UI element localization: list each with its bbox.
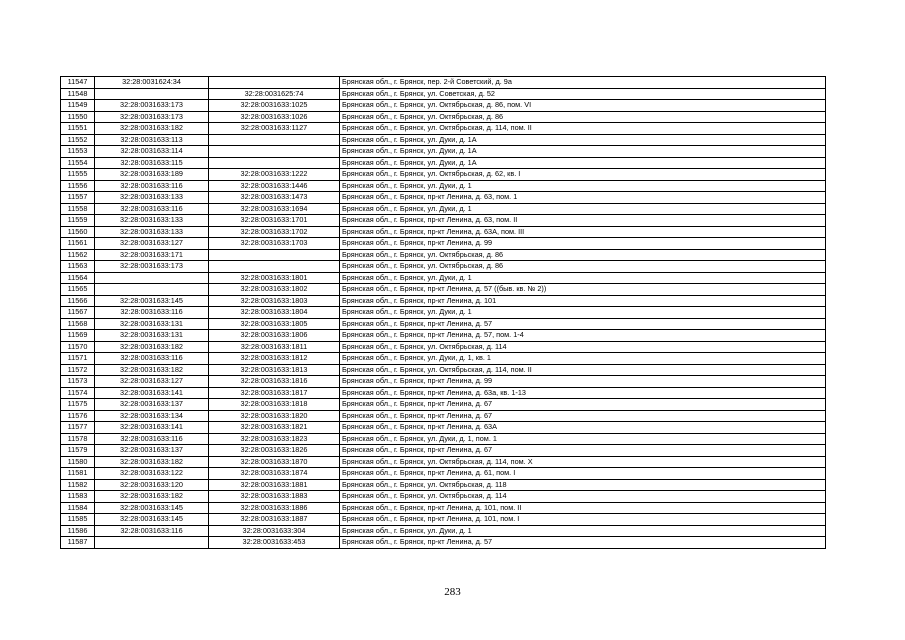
table-row [61, 491, 826, 503]
address-cell: Брянская обл., г. Брянск, пр-кт Ленина, д. 63А, пом. III [340, 226, 826, 238]
cadastral-number-cell: 32:28:0031633:1801 [209, 272, 340, 284]
row-number-cell: 11565 [61, 284, 95, 296]
row-number-cell: 11555 [61, 169, 95, 181]
cadastral-number-cell: 32:28:0031633:1701 [209, 215, 340, 227]
table-row [61, 445, 826, 457]
parent-cadastral-cell: 32:28:0031633:116 [95, 353, 209, 365]
row-number-cell: 11579 [61, 445, 95, 457]
row-number-cell: 11563 [61, 261, 95, 273]
cadastral-number-cell: 32:28:0031633:1473 [209, 192, 340, 204]
parent-cadastral-cell [95, 284, 209, 296]
table-row [61, 456, 826, 468]
table-body [61, 77, 826, 549]
cadastral-number-cell: 32:28:0031633:1025 [209, 100, 340, 112]
row-number-cell: 11559 [61, 215, 95, 227]
table-row [61, 295, 826, 307]
parent-cadastral-cell: 32:28:0031633:127 [95, 376, 209, 388]
parent-cadastral-cell: 32:28:0031633:116 [95, 307, 209, 319]
table-row [61, 215, 826, 227]
cadastral-number-cell [209, 146, 340, 158]
address-cell: Брянская обл., г. Брянск, пер. 2-й Советский, д. 9а [340, 77, 826, 89]
row-number-cell: 11562 [61, 249, 95, 261]
cadastral-number-cell: 32:28:0031625:74 [209, 88, 340, 100]
parent-cadastral-cell: 32:28:0031633:145 [95, 295, 209, 307]
table-row [61, 226, 826, 238]
address-cell: Брянская обл., г. Брянск, ул. Дуки, д. 1 [340, 307, 826, 319]
table-row [61, 410, 826, 422]
parent-cadastral-cell: 32:28:0031633:141 [95, 422, 209, 434]
row-number-cell: 11577 [61, 422, 95, 434]
address-cell: Брянская обл., г. Брянск, пр-кт Ленина, д. 67 [340, 445, 826, 457]
parent-cadastral-cell [95, 272, 209, 284]
row-number-cell: 11569 [61, 330, 95, 342]
cadastral-number-cell: 32:28:0031633:1812 [209, 353, 340, 365]
cadastral-number-cell: 32:28:0031633:1826 [209, 445, 340, 457]
parent-cadastral-cell: 32:28:0031624:34 [95, 77, 209, 89]
cadastral-number-cell: 32:28:0031633:1823 [209, 433, 340, 445]
address-cell: Брянская обл., г. Брянск, ул. Дуки, д. 1А [340, 146, 826, 158]
parent-cadastral-cell: 32:28:0031633:182 [95, 341, 209, 353]
table-row [61, 180, 826, 192]
parent-cadastral-cell: 32:28:0031633:133 [95, 192, 209, 204]
table-row [61, 376, 826, 388]
parent-cadastral-cell [95, 88, 209, 100]
address-cell: Брянская обл., г. Брянск, пр-кт Ленина, д. 57 [340, 537, 826, 549]
address-cell: Брянская обл., г. Брянск, пр-кт Ленина, д. 101, пом. I [340, 514, 826, 526]
cadastral-number-cell: 32:28:0031633:1874 [209, 468, 340, 480]
parent-cadastral-cell: 32:28:0031633:116 [95, 180, 209, 192]
cadastral-number-cell: 32:28:0031633:1802 [209, 284, 340, 296]
cadastral-number-cell: 32:28:0031633:1694 [209, 203, 340, 215]
address-cell: Брянская обл., г. Брянск, ул. Дуки, д. 1 [340, 180, 826, 192]
row-number-cell: 11578 [61, 433, 95, 445]
cadastral-number-cell [209, 249, 340, 261]
table-row [61, 387, 826, 399]
parent-cadastral-cell: 32:28:0031633:113 [95, 134, 209, 146]
cadastral-number-cell: 32:28:0031633:1805 [209, 318, 340, 330]
cadastral-number-cell: 32:28:0031633:1886 [209, 502, 340, 514]
address-cell: Брянская обл., г. Брянск, ул. Дуки, д. 1 [340, 272, 826, 284]
parent-cadastral-cell: 32:28:0031633:116 [95, 203, 209, 215]
parent-cadastral-cell: 32:28:0031633:145 [95, 502, 209, 514]
row-number-cell: 11581 [61, 468, 95, 480]
row-number-cell: 11552 [61, 134, 95, 146]
table-row [61, 318, 826, 330]
row-number-cell: 11547 [61, 77, 95, 89]
cadastral-number-cell: 32:28:0031633:1881 [209, 479, 340, 491]
parent-cadastral-cell: 32:28:0031633:173 [95, 100, 209, 112]
cadastral-number-cell: 32:28:0031633:1870 [209, 456, 340, 468]
address-cell: Брянская обл., г. Брянск, ул. Октябрьская, д. 114, пом. X [340, 456, 826, 468]
address-cell: Брянская обл., г. Брянск, пр-кт Ленина, д. 101 [340, 295, 826, 307]
address-cell: Брянская обл., г. Брянск, пр-кт Ленина, д. 57 [340, 318, 826, 330]
address-cell: Брянская обл., г. Брянск, ул. Дуки, д. 1 [340, 525, 826, 537]
address-cell: Брянская обл., г. Брянск, пр-кт Ленина, д. 67 [340, 399, 826, 411]
cadastral-number-cell: 32:28:0031633:1817 [209, 387, 340, 399]
row-number-cell: 11580 [61, 456, 95, 468]
table-row [61, 525, 826, 537]
address-cell: Брянская обл., г. Брянск, пр-кт Ленина, д. 101, пом. II [340, 502, 826, 514]
table-row [61, 238, 826, 250]
address-cell: Брянская обл., г. Брянск, пр-кт Ленина, д. 99 [340, 238, 826, 250]
address-cell: Брянская обл., г. Брянск, пр-кт Ленина, д. 61, пом. I [340, 468, 826, 480]
address-cell: Брянская обл., г. Брянск, ул. Дуки, д. 1, пом. 1 [340, 433, 826, 445]
table-row [61, 514, 826, 526]
table-row [61, 88, 826, 100]
row-number-cell: 11558 [61, 203, 95, 215]
address-cell: Брянская обл., г. Брянск, ул. Октябрьская, д. 118 [340, 479, 826, 491]
parent-cadastral-cell: 32:28:0031633:115 [95, 157, 209, 169]
row-number-cell: 11554 [61, 157, 95, 169]
table-row [61, 249, 826, 261]
cadastral-number-cell: 32:28:0031633:1222 [209, 169, 340, 181]
parent-cadastral-cell: 32:28:0031633:133 [95, 226, 209, 238]
table-row [61, 100, 826, 112]
parent-cadastral-cell: 32:28:0031633:141 [95, 387, 209, 399]
row-number-cell: 11585 [61, 514, 95, 526]
row-number-cell: 11573 [61, 376, 95, 388]
address-cell: Брянская обл., г. Брянск, ул. Октябрьская, д. 62, кв. I [340, 169, 826, 181]
row-number-cell: 11587 [61, 537, 95, 549]
parent-cadastral-cell: 32:28:0031633:171 [95, 249, 209, 261]
address-cell: Брянская обл., г. Брянск, пр-кт Ленина, д. 63, пом. 1 [340, 192, 826, 204]
cadastral-number-cell: 32:28:0031633:1127 [209, 123, 340, 135]
cadastral-number-cell: 32:28:0031633:1804 [209, 307, 340, 319]
cadastral-number-cell: 32:28:0031633:1821 [209, 422, 340, 434]
parent-cadastral-cell: 32:28:0031633:137 [95, 399, 209, 411]
address-cell: Брянская обл., г. Брянск, пр-кт Ленина, д. 63А [340, 422, 826, 434]
row-number-cell: 11564 [61, 272, 95, 284]
table-row [61, 192, 826, 204]
address-cell: Брянская обл., г. Брянск, ул. Октябрьская, д. 114 [340, 341, 826, 353]
table-row [61, 169, 826, 181]
row-number-cell: 11586 [61, 525, 95, 537]
address-cell: Брянская обл., г. Брянск, ул. Дуки, д. 1, кв. 1 [340, 353, 826, 365]
address-cell: Брянская обл., г. Брянск, ул. Дуки, д. 1А [340, 157, 826, 169]
row-number-cell: 11584 [61, 502, 95, 514]
row-number-cell: 11568 [61, 318, 95, 330]
table-row [61, 146, 826, 158]
row-number-cell: 11583 [61, 491, 95, 503]
row-number-cell: 11576 [61, 410, 95, 422]
address-cell: Брянская обл., г. Брянск, ул. Октябрьская, д. 86 [340, 111, 826, 123]
parent-cadastral-cell: 32:28:0031633:173 [95, 111, 209, 123]
cadastral-number-cell [209, 77, 340, 89]
address-cell: Брянская обл., г. Брянск, ул. Октябрьская, д. 86 [340, 249, 826, 261]
address-cell: Брянская обл., г. Брянск, пр-кт Ленина, д. 63а, кв. 1-13 [340, 387, 826, 399]
cadastral-number-cell: 32:28:0031633:1887 [209, 514, 340, 526]
table-row [61, 502, 826, 514]
row-number-cell: 11567 [61, 307, 95, 319]
table-row [61, 537, 826, 549]
cadastral-number-cell [209, 134, 340, 146]
row-number-cell: 11582 [61, 479, 95, 491]
address-cell: Брянская обл., г. Брянск, ул. Октябрьская, д. 114, пом. II [340, 364, 826, 376]
parent-cadastral-cell: 32:28:0031633:145 [95, 514, 209, 526]
address-cell: Брянская обл., г. Брянск, ул. Октябрьская, д. 114, пом. II [340, 123, 826, 135]
table-row [61, 134, 826, 146]
parent-cadastral-cell: 32:28:0031633:114 [95, 146, 209, 158]
address-cell: Брянская обл., г. Брянск, ул. Октябрьская, д. 86 [340, 261, 826, 273]
row-number-cell: 11560 [61, 226, 95, 238]
table-row [61, 433, 826, 445]
table-row [61, 284, 826, 296]
parent-cadastral-cell: 32:28:0031633:131 [95, 330, 209, 342]
parent-cadastral-cell: 32:28:0031633:189 [95, 169, 209, 181]
row-number-cell: 11557 [61, 192, 95, 204]
cadastral-number-cell: 32:28:0031633:1811 [209, 341, 340, 353]
parent-cadastral-cell: 32:28:0031633:182 [95, 364, 209, 376]
parent-cadastral-cell: 32:28:0031633:182 [95, 456, 209, 468]
parent-cadastral-cell: 32:28:0031633:173 [95, 261, 209, 273]
cadastral-number-cell: 32:28:0031633:304 [209, 525, 340, 537]
table-row [61, 123, 826, 135]
row-number-cell: 11572 [61, 364, 95, 376]
cadastral-number-cell: 32:28:0031633:1026 [209, 111, 340, 123]
cadastral-table [60, 76, 826, 549]
row-number-cell: 11556 [61, 180, 95, 192]
table-row [61, 203, 826, 215]
parent-cadastral-cell: 32:28:0031633:133 [95, 215, 209, 227]
row-number-cell: 11574 [61, 387, 95, 399]
cadastral-number-cell: 32:28:0031633:1702 [209, 226, 340, 238]
cadastral-number-cell: 32:28:0031633:1883 [209, 491, 340, 503]
row-number-cell: 11566 [61, 295, 95, 307]
address-cell: Брянская обл., г. Брянск, пр-кт Ленина, д. 99 [340, 376, 826, 388]
cadastral-number-cell: 32:28:0031633:1813 [209, 364, 340, 376]
page-number: 283 [444, 586, 461, 598]
row-number-cell: 11575 [61, 399, 95, 411]
parent-cadastral-cell: 32:28:0031633:120 [95, 479, 209, 491]
address-cell: Брянская обл., г. Брянск, пр-кт Ленина, д. 57, пом. 1-4 [340, 330, 826, 342]
table-row [61, 307, 826, 319]
row-number-cell: 11548 [61, 88, 95, 100]
table-row [61, 272, 826, 284]
parent-cadastral-cell: 32:28:0031633:116 [95, 433, 209, 445]
table-row [61, 479, 826, 491]
row-number-cell: 11571 [61, 353, 95, 365]
row-number-cell: 11570 [61, 341, 95, 353]
table-row [61, 468, 826, 480]
parent-cadastral-cell: 32:28:0031633:134 [95, 410, 209, 422]
table-row [61, 111, 826, 123]
table-row [61, 353, 826, 365]
parent-cadastral-cell: 32:28:0031633:116 [95, 525, 209, 537]
table-row [61, 330, 826, 342]
cadastral-number-cell: 32:28:0031633:1820 [209, 410, 340, 422]
parent-cadastral-cell: 32:28:0031633:182 [95, 123, 209, 135]
cadastral-number-cell: 32:28:0031633:1806 [209, 330, 340, 342]
address-cell: Брянская обл., г. Брянск, ул. Советская, д. 52 [340, 88, 826, 100]
row-number-cell: 11550 [61, 111, 95, 123]
parent-cadastral-cell: 32:28:0031633:122 [95, 468, 209, 480]
table-row [61, 157, 826, 169]
address-cell: Брянская обл., г. Брянск, ул. Дуки, д. 1 [340, 203, 826, 215]
address-cell: Брянская обл., г. Брянск, пр-кт Ленина, д. 63, пом. II [340, 215, 826, 227]
table-row [61, 422, 826, 434]
address-cell: Брянская обл., г. Брянск, пр-кт Ленина, д. 57 ((быв. кв. № 2)) [340, 284, 826, 296]
parent-cadastral-cell: 32:28:0031633:131 [95, 318, 209, 330]
cadastral-number-cell [209, 261, 340, 273]
row-number-cell: 11551 [61, 123, 95, 135]
parent-cadastral-cell: 32:28:0031633:137 [95, 445, 209, 457]
table-row [61, 399, 826, 411]
table-row [61, 261, 826, 273]
cadastral-number-cell: 32:28:0031633:1803 [209, 295, 340, 307]
row-number-cell: 11561 [61, 238, 95, 250]
row-number-cell: 11553 [61, 146, 95, 158]
cadastral-number-cell: 32:28:0031633:1816 [209, 376, 340, 388]
cadastral-number-cell [209, 157, 340, 169]
parent-cadastral-cell: 32:28:0031633:182 [95, 491, 209, 503]
address-cell: Брянская обл., г. Брянск, пр-кт Ленина, д. 67 [340, 410, 826, 422]
parent-cadastral-cell: 32:28:0031633:127 [95, 238, 209, 250]
cadastral-number-cell: 32:28:0031633:1818 [209, 399, 340, 411]
address-cell: Брянская обл., г. Брянск, ул. Октябрьская, д. 86, пом. VI [340, 100, 826, 112]
table-row [61, 341, 826, 353]
parent-cadastral-cell [95, 537, 209, 549]
cadastral-number-cell: 32:28:0031633:453 [209, 537, 340, 549]
address-cell: Брянская обл., г. Брянск, ул. Дуки, д. 1А [340, 134, 826, 146]
cadastral-number-cell: 32:28:0031633:1446 [209, 180, 340, 192]
address-cell: Брянская обл., г. Брянск, ул. Октябрьская, д. 114 [340, 491, 826, 503]
table-row [61, 364, 826, 376]
row-number-cell: 11549 [61, 100, 95, 112]
cadastral-number-cell: 32:28:0031633:1703 [209, 238, 340, 250]
table-row [61, 77, 826, 89]
